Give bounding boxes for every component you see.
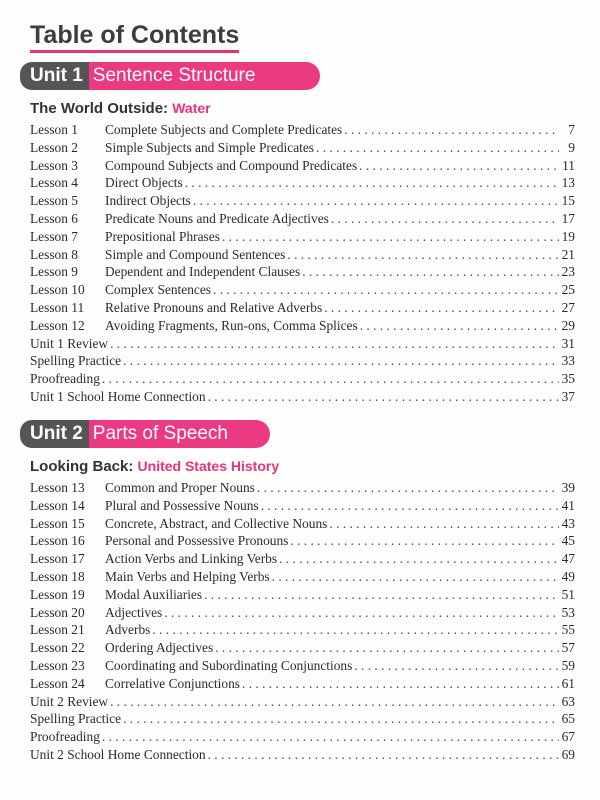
page-number: 31 [561,335,575,351]
lesson-title: Modal Auxiliaries [105,586,203,602]
toc-entry [30,139,575,157]
unit-1-theme [30,98,575,119]
unit-2-number: Unit 2 [20,420,89,448]
page-number: 47 [561,551,575,567]
toc-entry [30,174,575,192]
lesson-number: Lesson 20 [30,604,85,620]
toc-page [30,20,575,762]
dot-leader [123,352,559,370]
lesson-number: Lesson 9 [30,264,78,280]
toc-entry [30,352,575,370]
toc-entry [30,710,575,728]
page-number: 7 [568,122,575,137]
page-number: 19 [561,228,575,244]
toc-entry [30,157,575,175]
lesson-number: Lesson 4 [30,175,78,191]
unit-2-name: Parts of Speech [89,420,270,448]
toc-entry [30,657,575,675]
unit-1-theme-name: Water [172,100,211,116]
lesson-number: Lesson 19 [30,586,85,602]
unit-1-number: Unit 1 [20,62,89,90]
lesson-title: Plural and Possessive Nouns [105,497,259,513]
unit-1-theme-label: The World Outside: [30,100,169,117]
dot-leader [331,210,559,228]
lesson-title: Ordering Adjectives [105,640,214,656]
section-title: Spelling Practice [30,711,122,727]
page-number: 13 [561,175,575,191]
lesson-number: Lesson 23 [30,657,85,673]
page-number: 23 [561,264,575,280]
dot-leader [152,621,559,639]
dot-leader [354,657,559,675]
lesson-number: Lesson 5 [30,193,78,209]
toc-entry [30,675,575,693]
toc-entry [30,263,575,281]
page-number: 35 [561,371,575,387]
lesson-title: Coordinating and Subordinating Conjunctions [105,657,353,673]
lesson-number: Lesson 15 [30,515,85,531]
section-title: Spelling Practice [30,353,122,369]
dot-leader [279,550,559,568]
toc-entry [30,228,575,246]
dot-leader [193,192,559,210]
page-number: 15 [561,193,575,209]
lesson-title: Avoiding Fragments, Run-ons, Comma Splices [105,317,358,333]
lesson-number: Lesson 12 [30,317,85,333]
page-title: Table of Contents [30,20,239,53]
dot-leader [102,370,559,388]
dot-leader [329,515,559,533]
dot-leader [261,497,559,515]
lesson-title: Complex Sentences [105,282,211,298]
unit-2-theme-name: United States History [137,458,280,474]
lesson-number: Lesson 18 [30,568,85,584]
toc-entry [30,335,575,353]
lesson-title: Direct Objects [105,175,183,191]
toc-entry [30,621,575,639]
page-number: 41 [561,497,575,513]
page-number: 25 [561,282,575,298]
toc-entry [30,479,575,497]
page-number: 45 [561,533,575,549]
lesson-number: Lesson 10 [30,282,85,298]
lesson-title: Indirect Objects [105,193,191,209]
page-number: 29 [561,317,575,333]
page-number: 55 [561,622,575,638]
lesson-title: Main Verbs and Helping Verbs [105,568,270,584]
toc-entry [30,388,575,406]
page-number: 17 [561,210,575,226]
dot-leader [316,139,559,157]
toc-entry [30,281,575,299]
page-number: 69 [561,746,575,762]
lesson-number: Lesson 14 [30,497,85,513]
lesson-title: Adjectives [105,604,163,620]
unit-1-header [20,62,320,90]
dot-leader [242,675,559,693]
lesson-number: Lesson 17 [30,551,85,567]
page-number: 53 [561,604,575,620]
lesson-number: Lesson 11 [30,299,85,315]
toc-entry [30,604,575,622]
unit-1-toc-list [30,121,575,406]
dot-leader [208,388,559,406]
page-number: 11 [562,157,575,173]
dot-leader [359,157,559,175]
lesson-title: Correlative Conjunctions [105,675,240,691]
lesson-title: Predicate Nouns and Predicate Adjectives [105,210,329,226]
page-number: 59 [561,657,575,673]
dot-leader [110,335,559,353]
toc-entry [30,515,575,533]
dot-leader [360,317,559,335]
dot-leader [204,586,559,604]
unit-2-theme [30,456,575,477]
dot-leader [123,710,559,728]
lesson-number: Lesson 24 [30,675,85,691]
page-number: 67 [561,729,575,745]
lesson-title: Relative Pronouns and Relative Adverbs [105,299,323,315]
page-number: 63 [561,693,575,709]
dot-leader [324,299,559,317]
lesson-title: Prepositional Phrases [105,228,220,244]
toc-entry [30,497,575,515]
dot-leader [344,121,559,139]
lesson-title: Personal and Possessive Pronouns [105,533,289,549]
lesson-title: Simple Subjects and Simple Predicates [105,139,315,155]
lesson-number: Lesson 6 [30,210,78,226]
page-number: 27 [561,299,575,315]
dot-leader [164,604,559,622]
page-number: 33 [561,353,575,369]
dot-leader [215,639,559,657]
toc-entry [30,192,575,210]
lesson-title: Dependent and Independent Clauses [105,264,301,280]
toc-entry [30,299,575,317]
toc-entry [30,568,575,586]
lesson-number: Lesson 7 [30,228,78,244]
section-title: Unit 1 School Home Connection [30,388,206,404]
dot-leader [213,281,559,299]
toc-entry [30,639,575,657]
dot-leader [272,568,559,586]
page-number: 37 [561,388,575,404]
page-number: 43 [561,515,575,531]
toc-entry [30,317,575,335]
toc-entry [30,370,575,388]
toc-entry [30,728,575,746]
dot-leader [102,728,559,746]
lesson-title: Common and Proper Nouns [105,480,255,495]
lesson-title: Compound Subjects and Compound Predicates [105,157,358,173]
dot-leader [222,228,559,246]
page-number: 49 [561,568,575,584]
page-number: 39 [561,480,575,495]
dot-leader [287,246,559,264]
page-number: 61 [561,675,575,691]
toc-entry [30,693,575,711]
dot-leader [185,174,559,192]
page-number: 65 [561,711,575,727]
dot-leader [290,532,559,550]
lesson-number: Lesson 16 [30,533,85,549]
lesson-number: Lesson 1 [30,122,78,137]
toc-entry [30,246,575,264]
lesson-title: Concrete, Abstract, and Collective Nouns [105,515,328,531]
lesson-number: Lesson 3 [30,157,78,173]
lesson-title: Action Verbs and Linking Verbs [105,551,278,567]
section-title: Unit 1 Review [30,335,109,351]
dot-leader [110,693,559,711]
dot-leader [302,263,559,281]
toc-entry [30,532,575,550]
section-title: Proofreading [30,371,100,387]
page-number: 51 [561,586,575,602]
lesson-title: Adverbs [105,622,151,638]
lesson-number: Lesson 8 [30,246,78,262]
unit-1-name: Sentence Structure [89,62,320,90]
lesson-title: Complete Subjects and Complete Predicates [105,122,343,137]
page-number: 9 [568,139,575,155]
unit-2-header [20,420,270,448]
dot-leader [257,479,559,497]
unit-1-section [30,62,575,406]
unit-2-theme-label: Looking Back: [30,458,134,475]
lesson-number: Lesson 22 [30,640,85,656]
dot-leader [208,746,559,764]
section-title: Proofreading [30,729,100,745]
toc-entry [30,550,575,568]
unit-2-toc-list [30,479,575,764]
toc-entry [30,746,575,764]
page-number: 21 [561,246,575,262]
lesson-number: Lesson 13 [30,480,85,495]
unit-2-section [30,420,575,764]
lesson-number: Lesson 2 [30,139,78,155]
toc-entry [30,121,575,139]
section-title: Unit 2 School Home Connection [30,746,206,762]
toc-entry [30,586,575,604]
lesson-title: Simple and Compound Sentences [105,246,286,262]
lesson-number: Lesson 21 [30,622,85,638]
toc-entry [30,210,575,228]
page-number: 57 [561,640,575,656]
section-title: Unit 2 Review [30,693,109,709]
